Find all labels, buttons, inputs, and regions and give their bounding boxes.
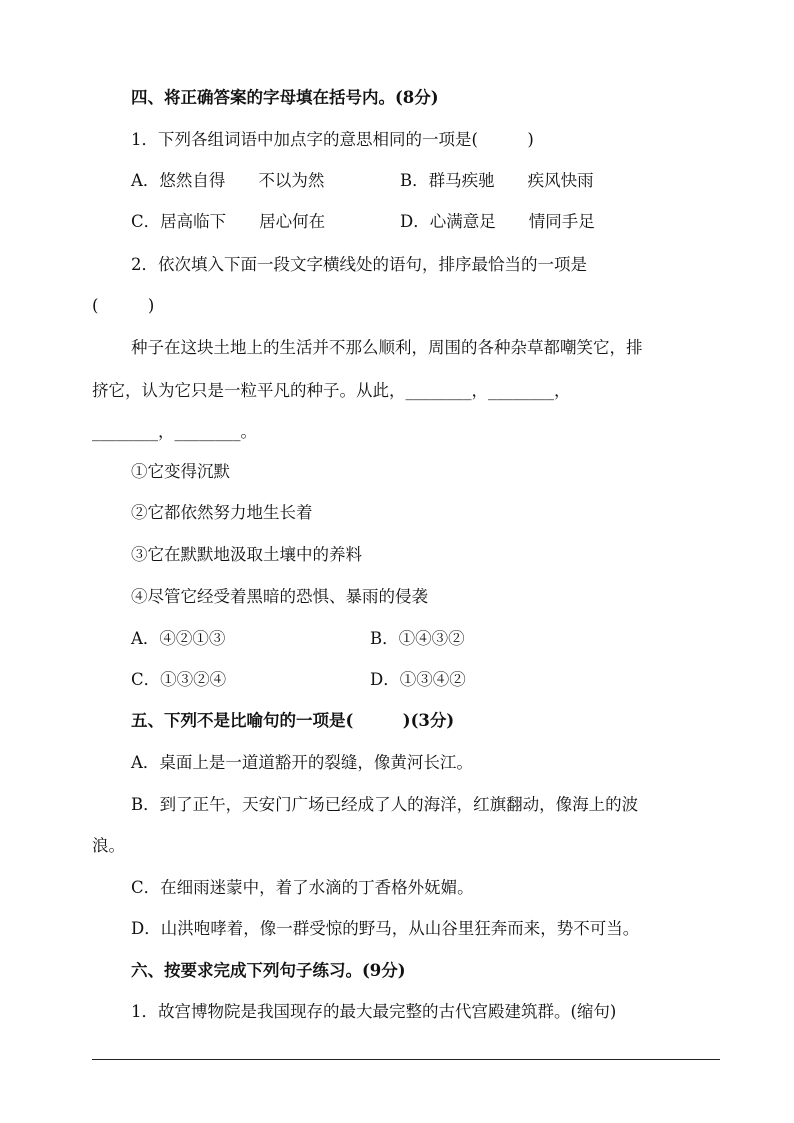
s4-q2-option-d: D．①③④② [370, 670, 466, 689]
section-6-heading: 六、按要求完成下列句子练习。(9分) [131, 961, 406, 980]
s4-q2-option-b: B．①④③② [370, 629, 465, 648]
s4-q2-item-3: ③它在默默地汲取土壤中的养料 [131, 545, 362, 564]
s4-q2-item-4: ④尽管它经受着黑暗的恐惧、暴雨的侵袭 [131, 587, 428, 606]
section-4-heading: 四、将正确答案的字母填在括号内。(8分) [131, 88, 439, 107]
section-5-heading: 五、下列不是比喻句的一项是( )(3分) [131, 711, 455, 730]
s5-option-a: A．桌面上是一道道豁开的裂缝，像黄河长江。 [131, 753, 473, 772]
s4-q2-option-c: C．①③②④ [131, 670, 227, 689]
s4-q1-option-a: A．悠然自得 不以为然 [131, 171, 325, 190]
s5-option-b-line2: 浪。 [92, 836, 125, 855]
s4-q2-passage-line3: ________，________。 [92, 422, 257, 441]
answer-line[interactable] [92, 1059, 720, 1060]
s5-option-d: D．山洪咆哮着，像一群受惊的野马，从山谷里狂奔而来，势不可当。 [131, 919, 640, 938]
s4-q2-passage-line1: 种子在这块土地上的生活并不那么顺利，周围的各种杂草都嘲笑它，排 [131, 338, 643, 357]
s4-q2-item-2: ②它都依然努力地生长着 [131, 503, 313, 522]
s6-q1: 1．故宫博物院是我国现存的最大最完整的古代宫殿建筑群。(缩句) [131, 1002, 617, 1021]
s4-q1-stem: 1．下列各组词语中加点字的意思相同的一项是( ) [131, 130, 534, 149]
s4-q2-stem-line2: ( ) [92, 296, 155, 315]
s4-q2-item-1: ①它变得沉默 [131, 462, 230, 481]
s4-q1-option-c: C．居高临下 居心何在 [131, 212, 326, 231]
s5-option-b-line1: B．到了正午，天安门广场已经成了人的海洋，红旗翻动，像海上的波 [131, 795, 639, 814]
s4-q1-option-b: B．群马疾驰 疾风快雨 [400, 171, 594, 190]
s4-q1-option-d: D．心满意足 情同手足 [400, 212, 595, 231]
s4-q2-passage-line2: 挤它，认为它只是一粒平凡的种子。从此，________，________， [92, 381, 571, 400]
s4-q2-option-a: A．④②①③ [131, 629, 226, 648]
s5-option-c: C．在细雨迷蒙中，着了水滴的丁香格外妩媚。 [131, 878, 474, 897]
s4-q2-stem-line1: 2．依次填入下面一段文字横线处的语句，排序最恰当的一项是 [131, 255, 587, 274]
